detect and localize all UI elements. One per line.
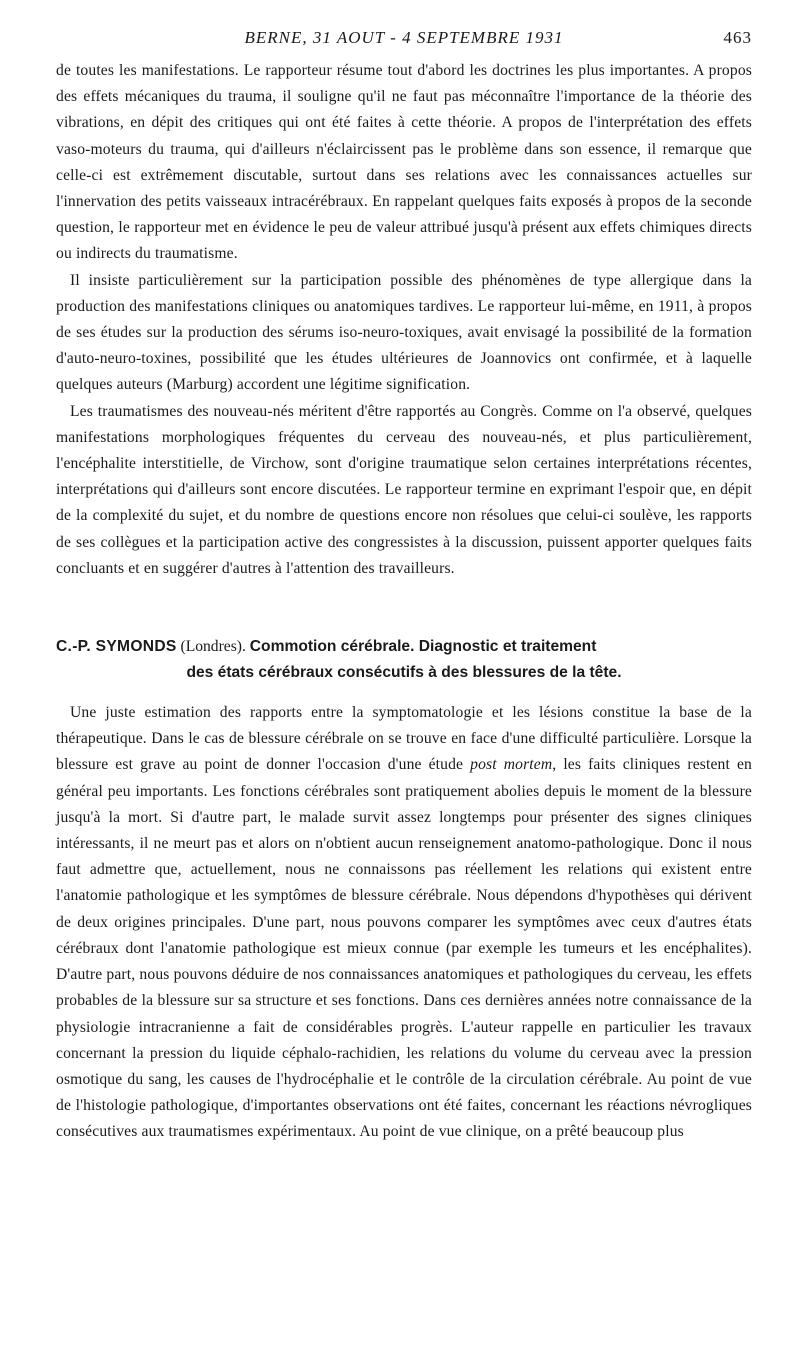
previous-report-text: [56, 58, 752, 582]
paragraph-text-start: Une juste estimation des rapports entre la symptomatologie et les lésions constitue la base de la thérapeutique. Dans le cas de blessure cérébrale on se trouve en face d'une difficulté particulière. Lorsque la blessure est grave au point de donner l'occasion d'une étude: [56, 704, 752, 774]
paragraph: [56, 700, 752, 1145]
paragraph: Les traumatismes des nouveau-nés méritent d'être rapportés au Congrès. Comme on l'a observé, quelques manifestations morphologiques fréquentes du cerveau des nouveau-nés, et plus particulièrement, l'encéphalite interstitielle, de Virchow, sont d'origine traumatique selon certaines interprétations récentes, interprétations qui d'ailleurs sont encore discutées. Le rapporteur termine en exprimant l'espoir que, en dépit de la complexité du sujet, et du nombre de questions encore non résolues que celui-ci soulève, les rapports de ses collègues et la participation active des congressistes à la discussion, puissent apporter quelques faits concluants et en suggérer d'autres à l'attention des travailleurs.: [56, 402, 752, 577]
paragraph-text-end: , les faits cliniques restent en général peu importants. Les fonctions cérébrales sont pratiquement abolies depuis le moment de la blessure jusqu'à la mort. Si d'autre part, le malade survit assez longtemps pour présenter des signes cliniques intéressants, il ne meurt pas et alors on n'obtient aucun renseignement anatomo-pathologique. Donc il nous faut admettre que, actuellement, nous ne connaissons pas réellement les relations qui existent entre l'anatomie pathologique et les symptômes de blessure cérébrale. Nous dépendons d'hypothèses qui dérivent de deux origines principales. D'une part, nous pouvons comparer les symptômes avec ceux d'autres états cérébraux dont l'anatomie pathologique est mieux connue (par exemple les tumeurs et les encéphalites). D'autre part, nous pouvons déduire de nos connaissances anatomiques et pathologiques du cerveau, les effets probables de la blessure sur sa structure et ses fonctions. Dans ces dernières années notre connaissance de la physiologie intracranienne a fait de considérables progrès. L'auteur rappelle en particulier les travaux concernant la pression du liquide céphalo-rachidien, les relations du volume du cerveau avec la pression osmotique du sang, les causes de l'hydrocéphalie et le contrôle de la circulation cérébrale. Au point de vue de l'histologie pathologique, d'importantes observations ont été faites, concernant les réactions névrogliques consécutives aux traumatismes expérimentaux. Au point de vue clinique, on a prêté beaucoup plus: [56, 756, 752, 1141]
paragraph: Il insiste particulièrement sur la participation possible des phénomènes de type allergique dans la production des manifestations cliniques ou anatomiques tardives. Le rapporteur lui-même, en 1911, à propos de ses études sur la production des sérums iso-neuro-toxiques, avait envisagé la possibilité de la formation d'auto-neuro-toxines, possibilité que les études ultérieures de Joannovics ont confirmée, et à laquelle quelques auteurs (Marburg) accordent une légitime signification.: [56, 271, 752, 394]
paragraph: de toutes les manifestations. Le rapporteur résume tout d'abord les doctrines les plus importantes. A propos des effets mécaniques du trauma, il souligne qu'il ne faut pas méconnaître l'importance de la théorie des vibrations, en dépit des critiques qui ont été faites à cette théorie. A propos de l'interprétation des effets vaso-moteurs du trauma, qui d'ailleurs n'éclaircissent pas le problème dans son essence, il remarque que celle-ci est extrêmement discutable, surtout dans ses relations avec les connaissances actuelles sur l'innervation des petits vaisseaux intracérébraux. En rappelant quelques faits exposés à propos de la seconde question, le rapporteur met en évidence le peu de valeur attribué jusqu'à présent aux effets chimiques directs ou indirects du traumatisme.: [56, 62, 752, 263]
section-title-part-1: Commotion cérébrale. Diagnostic et traitement: [249, 638, 597, 656]
section-author-place: (Londres).: [180, 638, 246, 656]
section-author: C.-P. SYMONDS: [56, 638, 177, 656]
italic-phrase: post mortem: [470, 756, 553, 774]
running-title: BERNE, 31 AOUT - 4 SEPTEMBRE 1931: [244, 28, 564, 47]
page-number: 463: [723, 28, 752, 47]
running-header: [56, 28, 752, 58]
section-title-part-2: des états cérébraux consécutifs à des blessures de la tête.: [186, 664, 622, 682]
section-heading: [56, 634, 752, 686]
section-body: [56, 700, 752, 1145]
section-heading-line-1: [56, 634, 752, 660]
section-heading-line-2: [56, 660, 752, 686]
